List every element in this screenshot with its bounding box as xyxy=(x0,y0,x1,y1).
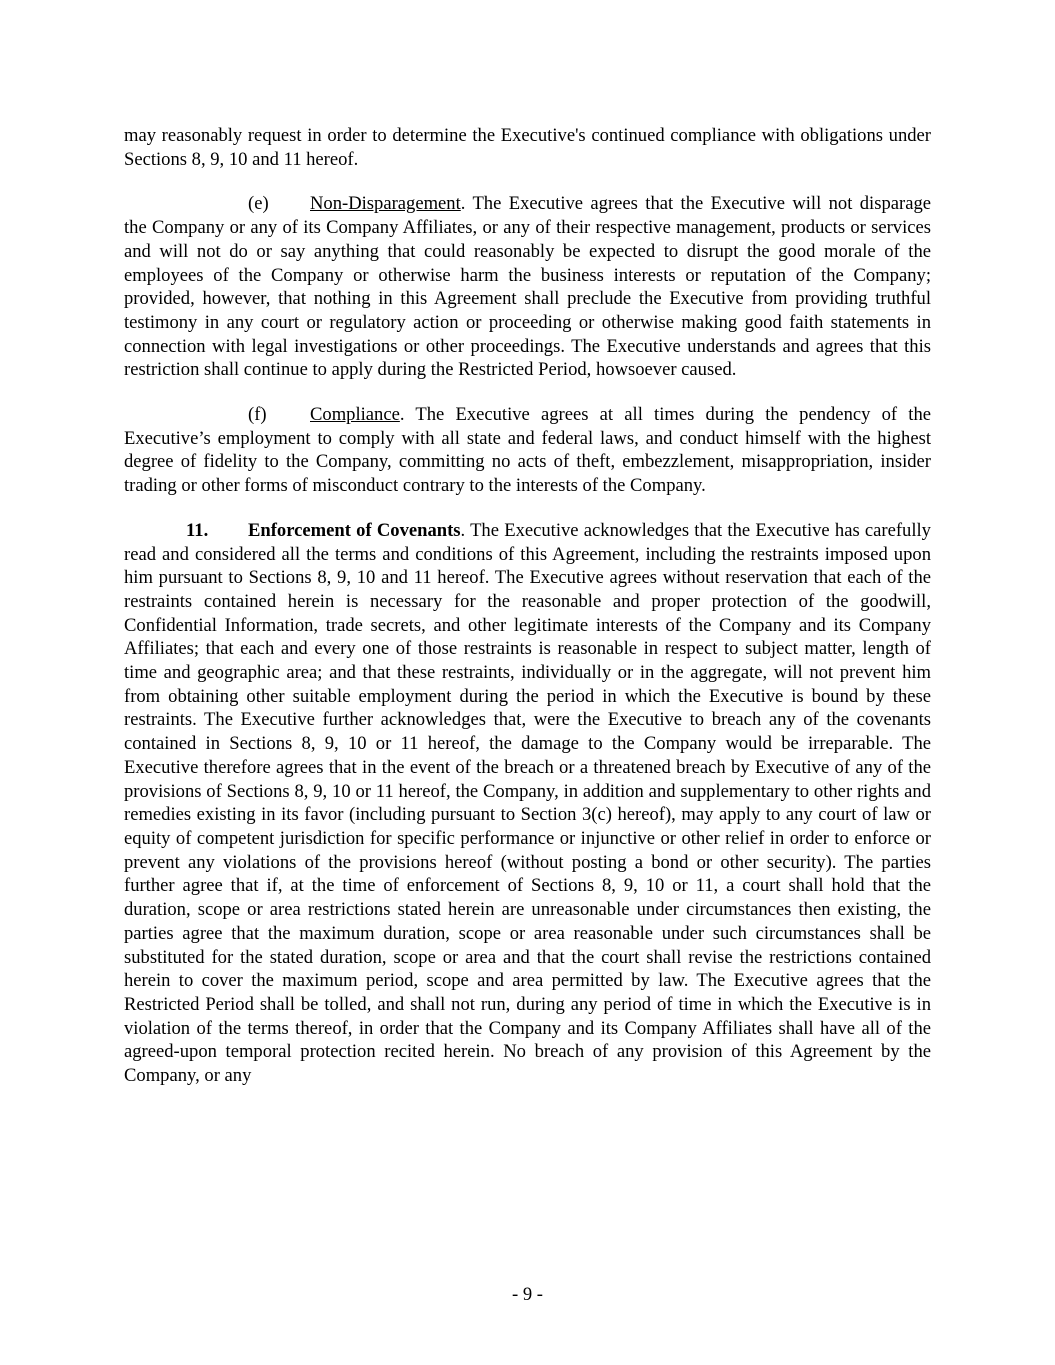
continuation-text: may reasonably request in order to determine the Executive's continued compliance with obligations under Sections 8, 9, 10 and 11 hereof. xyxy=(124,125,931,170)
subsection-e-marker: (e) xyxy=(248,193,269,215)
subsection-f-heading: Compliance xyxy=(310,404,400,426)
subsection-e-paragraph xyxy=(124,192,931,382)
continuation-paragraph xyxy=(124,124,931,171)
subsection-e-text: . The Executive agrees that the Executive will not disparage the Company or any of its Company Affiliates, or any of their respective management, products or services and will not do or say anything that could reasonably be expected to disrupt the good morale of the employees of the Company or otherwise harm the business interests or reputation of the Company; provided, however, that nothing in this Agreement shall preclude the Executive from providing truthful testimony in any court or regulatory action or proceeding or otherwise making good faith statements in connection with legal investigations or other proceedings. The Executive understands and agrees that this restriction shall continue to apply during the Restricted Period, howsoever caused. xyxy=(124,193,931,381)
subsection-e-heading: Non-Disparagement xyxy=(310,193,461,215)
page-number: - 9 - xyxy=(512,1284,543,1305)
document-page xyxy=(124,124,931,1109)
section-11-text: . The Executive acknowledges that the Executive has carefully read and considered all the terms and conditions of this Agreement, including the restraints imposed upon him pursuant to Sections 8, 9, 10 and 11 hereof. The Executive agrees without reservation that each of the restraints contained herein is necessary for the reasonable and proper protection of the goodwill, Confidential Information, trade secrets, and other legitimate interests of the Company and its Company Affiliates; that each and every one of those restraints is reasonable in respect to subject matter, length of time and geographic area; and that these restraints, individually or in the aggregate, will not prevent him from obtaining other suitable employment during the period in which the Executive is bound by these restraints. The Executive further acknowledges that, were the Executive to breach any of the covenants contained in Sections 8, 9, 10 or 11 hereof, the damage to the Company would be irreparable. The Executive therefore agrees that in the event of the breach or a threatened breach by Executive of any of the provisions of Sections 8, 9, 10 or 11 hereof, the Company, in addition and supplementary to other rights and remedies existing in its favor (including pursuant to Section 3(c) hereof), may apply to any court of law or equity of competent jurisdiction for specific performance or injunctive or other relief in order to enforce or prevent any violations of the provisions hereof (without posting a bond or other security). The parties further agree that if, at the time of enforcement of Sections 8, 9, 10 or 11, a court shall hold that the duration, scope or area restrictions stated herein are unreasonable under circumstances then existing, the parties agree that the maximum duration, scope or area reasonable under such circumstances shall be substituted for the stated duration, scope or area and that the court shall revise the restrictions contained herein to cover the maximum period, scope and area permitted by law. The Executive agrees that the Restricted Period shall be tolled, and shall not run, during any period of time in which the Executive is in violation of the terms thereof, in order that the Company and its Company Affiliates shall have all of the agreed-upon temporal protection recited herein. No breach of any provision of this Agreement by the Company, or any xyxy=(124,519,931,1087)
subsection-f-marker: (f) xyxy=(248,404,267,426)
section-11-number: 11. xyxy=(186,519,209,541)
section-11-paragraph xyxy=(124,519,931,1088)
subsection-f-paragraph xyxy=(124,403,931,498)
subsection-f-text: . The Executive agrees at all times during the pendency of the Executive’s employment to comply with all state and federal laws, and conduct himself with the highest degree of fidelity to the Company, committing no acts of theft, embezzlement, misappropriation, insider trading or other forms of misconduct contrary to the interests of the Company. xyxy=(124,404,931,497)
section-11-heading: Enforcement of Covenants xyxy=(248,519,461,541)
